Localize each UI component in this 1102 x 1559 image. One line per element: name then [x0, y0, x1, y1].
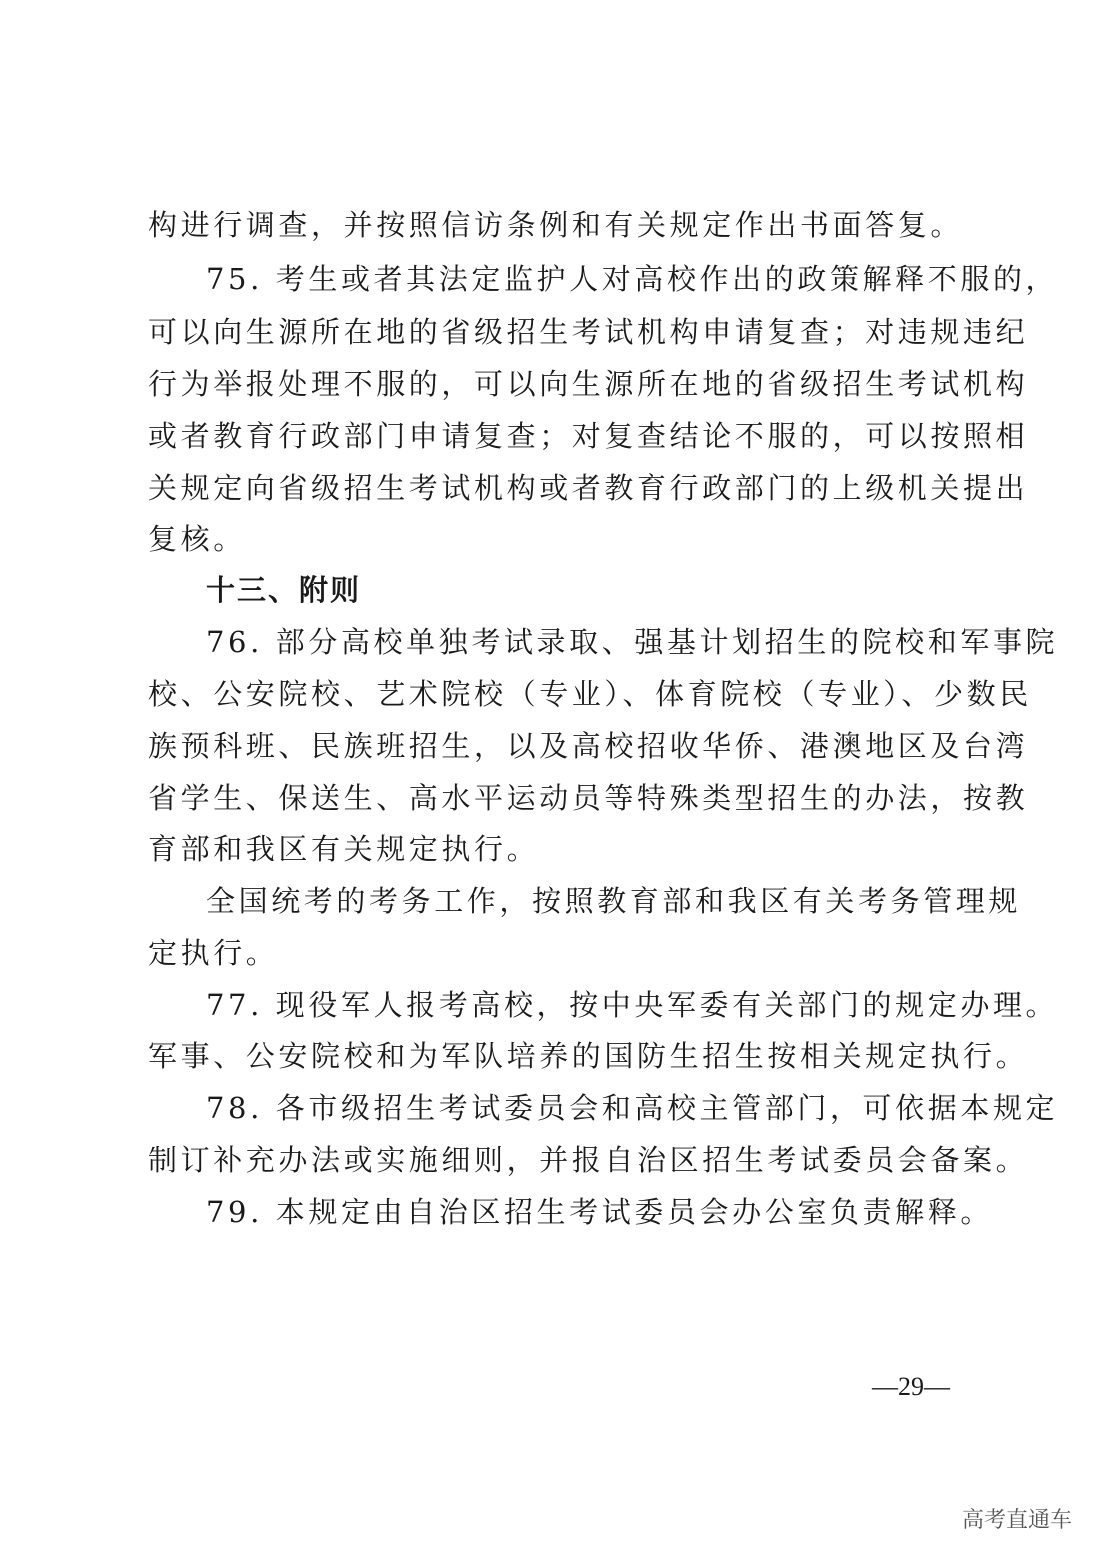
paragraph-76b-line-1: 全国统考的考务工作，按照教育部和我区有关考务管理规	[206, 884, 1022, 918]
paragraph-77-line-1: 77. 现役军人报考高校，按中央军委有关部门的规定办理。	[206, 988, 1059, 1022]
page-number: —29—	[872, 1372, 950, 1401]
section-heading: 十三、附则	[206, 573, 362, 607]
paragraph-75-line-5: 关规定向省级招生考试机构或者教育行政部门的上级机关提出	[148, 471, 1029, 505]
paragraph-75-line-1: 75. 考生或者其法定监护人对高校作出的政策解释不服的，	[206, 262, 1059, 296]
paragraph-75-line-2: 可以向生源所在地的省级招生考试机构申请复查；对违规违纪	[148, 315, 1029, 349]
watermark-text: 高考直通车	[962, 1508, 1073, 1533]
paragraph-78-line-2: 制订补充办法或实施细则，并报自治区招生考试委员会备案。	[148, 1143, 1029, 1177]
paragraph-74-line-1: 构进行调查，并按照信访条例和有关规定作出书面答复。	[148, 208, 964, 242]
paragraph-76-line-2: 校、公安院校、艺术院校（专业）、体育院校（专业）、少数民	[148, 677, 1032, 711]
paragraph-76-line-5: 育部和我区有关规定执行。	[148, 832, 540, 866]
paragraph-77-line-2: 军事、公安院校和为军队培养的国防生招生按相关规定执行。	[148, 1039, 1029, 1073]
paragraph-75-line-4: 或者教育行政部门申请复查；对复查结论不服的，可以按照相	[148, 419, 1029, 453]
paragraph-76-line-3: 族预科班、民族班招生，以及高校招收华侨、港澳地区及台湾	[148, 729, 1029, 763]
paragraph-79-line-1: 79. 本规定由自治区招生考试委员会办公室负责解释。	[206, 1195, 993, 1229]
paragraph-76-line-1: 76. 部分高校单独考试录取、强基计划招生的院校和军事院	[206, 625, 1059, 659]
paragraph-76b-line-2: 定执行。	[148, 936, 279, 970]
paragraph-78-line-1: 78. 各市级招生考试委员会和高校主管部门，可依据本规定	[206, 1091, 1059, 1125]
paragraph-75-line-3: 行为举报处理不服的，可以向生源所在地的省级招生考试机构	[148, 367, 1029, 401]
paragraph-75-line-6: 复核。	[148, 522, 246, 556]
paragraph-76-line-4: 省学生、保送生、高水平运动员等特殊类型招生的办法，按教	[148, 781, 1029, 815]
